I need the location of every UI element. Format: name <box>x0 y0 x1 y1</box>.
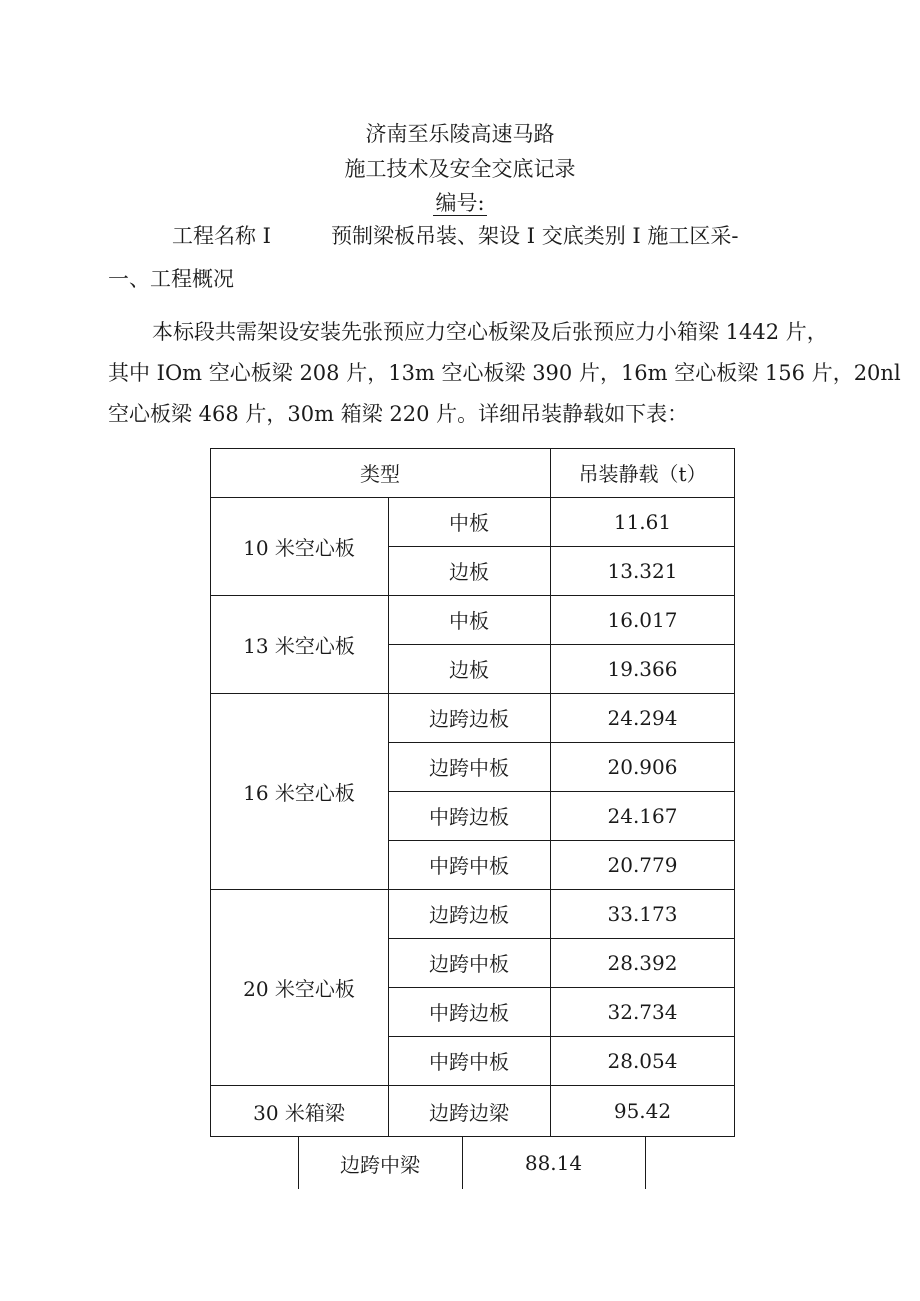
load-cell: 95.42 <box>613 1099 672 1123</box>
group-name-cell: 16 米空心板 <box>243 780 355 805</box>
continuation-table <box>298 1137 646 1189</box>
load-cell: 20.779 <box>607 852 678 877</box>
document-subtitle: 施工技术及安全交底记录 <box>344 157 576 181</box>
serial-number-field <box>0 187 920 217</box>
part-cell: 边跨边板 <box>429 707 509 731</box>
part-cell: 中跨边板 <box>429 1001 509 1025</box>
load-table <box>210 448 735 1137</box>
table-header-load: 吊装静载（t） <box>578 462 707 486</box>
part-cell: 边跨边板 <box>429 903 509 927</box>
document-title: 济南至乐陵高速马路 <box>365 122 555 146</box>
load-cell: 28.054 <box>607 1048 678 1073</box>
overview-paragraph <box>108 312 901 435</box>
table-border <box>645 1137 646 1189</box>
paragraph-line: 本标段共需架设安装先张预应力空心板梁及后张预应力小箱梁 1442 片， <box>152 320 828 344</box>
load-cell: 11.61 <box>613 509 672 534</box>
load-cell: 32.734 <box>607 999 678 1024</box>
load-cell: 33.173 <box>607 901 678 926</box>
group-name-cell: 20 米空心板 <box>243 976 355 1001</box>
part-cell: 中板 <box>449 609 489 633</box>
part-cell: 边跨中梁 <box>340 1152 420 1177</box>
part-cell: 边板 <box>449 658 489 682</box>
section-heading: 一、工程概况 <box>108 267 234 291</box>
serial-number-label: 编号: <box>435 191 485 215</box>
load-cell: 24.167 <box>607 803 678 828</box>
part-cell: 中跨边板 <box>429 805 509 829</box>
group-name-cell: 30 米箱梁 <box>253 1100 345 1125</box>
load-cell: 88.14 <box>524 1151 583 1175</box>
load-cell: 16.017 <box>607 607 678 632</box>
part-cell: 边跨中板 <box>429 756 509 780</box>
part-cell: 边跨中板 <box>429 952 509 976</box>
load-cell: 13.321 <box>607 558 678 583</box>
part-cell: 中板 <box>449 511 489 535</box>
paragraph-line: 其中 IOm 空心板梁 208 片，13m 空心板梁 390 片，16m 空心板梁 156 片，20nl <box>108 361 901 385</box>
table-header-type: 类型 <box>360 462 400 486</box>
project-info-line: 工程名称 I 预制梁板吊装、架设 I 交底类别 I 施工区采- <box>172 224 739 248</box>
part-cell: 中跨中板 <box>429 854 509 878</box>
load-cell: 20.906 <box>607 754 678 779</box>
load-cell: 24.294 <box>607 705 678 730</box>
group-name-cell: 10 米空心板 <box>243 535 355 560</box>
part-cell: 边板 <box>449 560 489 584</box>
paragraph-line: 空心板梁 468 片，30m 箱梁 220 片。详细吊装静载如下表： <box>108 402 689 426</box>
part-cell: 边跨边梁 <box>429 1100 509 1125</box>
group-name-cell: 13 米空心板 <box>243 633 355 658</box>
load-cell: 28.392 <box>607 950 678 975</box>
load-cell: 19.366 <box>607 656 678 681</box>
part-cell: 中跨中板 <box>429 1050 509 1074</box>
